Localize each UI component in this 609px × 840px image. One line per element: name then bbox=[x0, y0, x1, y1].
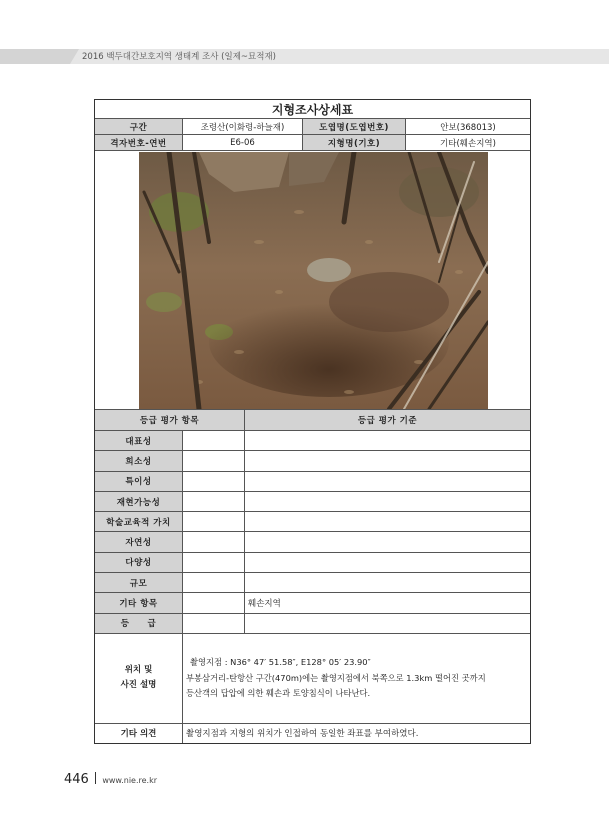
evaluation-row bbox=[95, 532, 530, 552]
other-opinion-text: 촬영지점과 지형의 위치가 인접하여 동일한 좌표를 부여하였다. bbox=[186, 729, 419, 740]
photo-row bbox=[95, 151, 530, 410]
evaluation-row bbox=[95, 431, 530, 451]
grid-label: 격자번호-연번 bbox=[95, 135, 183, 150]
footer-divider bbox=[95, 772, 97, 784]
shooting-point: 촬영지점 : N36° 47′ 51.58″, E128° 05′ 23.90″ bbox=[190, 657, 371, 668]
evaluation-item-label: 자연성 bbox=[95, 532, 183, 551]
section-label: 구간 bbox=[95, 119, 183, 134]
location-description bbox=[183, 634, 530, 723]
evaluation-grade bbox=[183, 593, 245, 612]
evaluation-criteria bbox=[245, 451, 530, 470]
evaluation-grade bbox=[183, 451, 245, 470]
evaluation-item-label: 대표성 bbox=[95, 431, 183, 450]
evaluation-grade bbox=[183, 512, 245, 531]
evaluation-header-row bbox=[95, 410, 530, 431]
evaluation-row bbox=[95, 451, 530, 471]
landform-label: 지형명(기호) bbox=[303, 135, 406, 150]
other-opinion-row bbox=[95, 724, 530, 743]
evaluation-grade bbox=[183, 492, 245, 511]
evaluation-row bbox=[95, 492, 530, 512]
section-value: 조령산(이화령-하늘재) bbox=[183, 119, 303, 134]
evaluation-item-label: 희소성 bbox=[95, 451, 183, 470]
evaluation-criteria bbox=[245, 492, 530, 511]
running-title: 2016 백두대간보호지역 생태계 조사 (일제~묘적재) bbox=[82, 52, 276, 62]
evaluation-row bbox=[95, 553, 530, 573]
location-line-3: 등산객의 답압에 의한 훼손과 토양침식이 나타난다. bbox=[186, 688, 371, 699]
map-label: 도엽명(도엽번호) bbox=[303, 119, 406, 134]
location-label-line2: 사진 설명 bbox=[120, 680, 157, 691]
evaluation-criteria bbox=[245, 573, 530, 592]
evaluation-item-header: 등급 평가 항목 bbox=[95, 410, 245, 430]
evaluation-row bbox=[95, 472, 530, 492]
evaluation-item-label: 규모 bbox=[95, 573, 183, 592]
location-label-line1: 위치 및 bbox=[124, 665, 153, 676]
evaluation-item-label: 등 급 bbox=[95, 614, 183, 633]
evaluation-criteria bbox=[245, 472, 530, 491]
evaluation-criteria bbox=[245, 431, 530, 450]
photo-cell bbox=[95, 151, 530, 409]
location-label bbox=[95, 634, 183, 723]
evaluation-criteria bbox=[245, 512, 530, 531]
landform-value: 기타(훼손지역) bbox=[440, 138, 496, 149]
evaluation-criteria bbox=[245, 532, 530, 551]
page-number: 446 bbox=[64, 772, 89, 787]
evaluation-grade bbox=[183, 472, 245, 491]
evaluation-item-label: 특이성 bbox=[95, 472, 183, 491]
evaluation-row bbox=[95, 512, 530, 532]
location-row bbox=[95, 634, 530, 724]
grid-value: E6-06 bbox=[183, 135, 303, 150]
header-tab bbox=[0, 49, 70, 64]
info-row-2 bbox=[95, 135, 530, 151]
title-row bbox=[95, 100, 530, 119]
location-line-2: 부봉삼거리-탄항산 구간(470m)에는 촬영지점에서 북쪽으로 1.3km 떨어진 곳까지 bbox=[186, 672, 486, 683]
evaluation-grade bbox=[183, 431, 245, 450]
table-title: 지형조사상세표 bbox=[271, 102, 354, 117]
info-row-1 bbox=[95, 119, 530, 135]
evaluation-criteria bbox=[245, 614, 530, 633]
evaluation-item-label: 재현가능성 bbox=[95, 492, 183, 511]
survey-detail-table bbox=[94, 99, 531, 744]
header-tab-corner bbox=[70, 49, 79, 64]
other-opinion-label: 기타 의견 bbox=[95, 724, 183, 743]
evaluation-item-label: 다양성 bbox=[95, 553, 183, 572]
running-header bbox=[0, 49, 609, 64]
site-photo bbox=[139, 152, 488, 409]
evaluation-grade bbox=[183, 553, 245, 572]
location-lines bbox=[186, 655, 486, 702]
evaluation-row bbox=[95, 593, 530, 613]
evaluation-criteria: 훼손지역 bbox=[248, 599, 281, 610]
evaluation-grade bbox=[183, 614, 245, 633]
evaluation-criteria-header: 등급 평가 기준 bbox=[245, 410, 530, 430]
evaluation-criteria bbox=[245, 553, 530, 572]
evaluation-row bbox=[95, 573, 530, 593]
evaluation-row bbox=[95, 614, 530, 634]
evaluation-item-label: 학술교육적 가치 bbox=[95, 512, 183, 531]
footer-url: www.nie.re.kr bbox=[102, 776, 158, 785]
evaluation-grade bbox=[183, 573, 245, 592]
evaluation-grade bbox=[183, 532, 245, 551]
map-value: 안보(368013) bbox=[440, 122, 496, 133]
evaluation-item-label: 기타 항목 bbox=[95, 593, 183, 612]
page-footer bbox=[64, 772, 157, 787]
